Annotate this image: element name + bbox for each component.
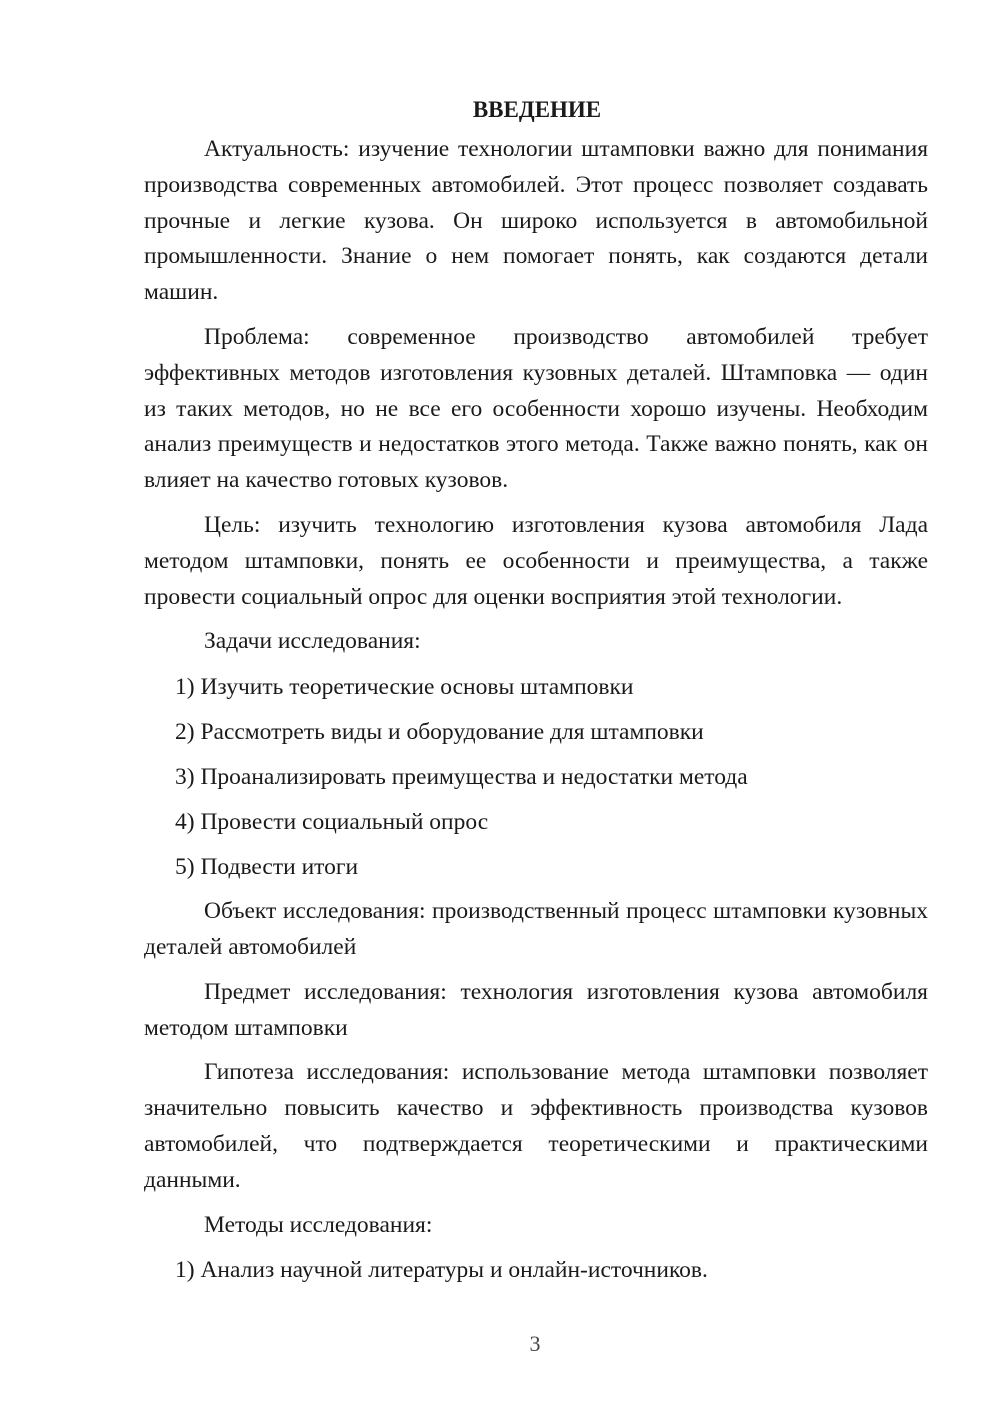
list-item-task-3: 3) Проанализировать преимущества и недостатки метода bbox=[175, 764, 748, 791]
section-heading: ВВЕДЕНИЕ bbox=[472, 97, 602, 122]
paragraph-problem: Проблема: современное производство автомобилей требует эффективных методов изготовления кузовных деталей. Штамповка — один из таких методов, но не все его особенности хорошо изучены. Необходим анализ преимуществ и недостатков этого метода. Также важно понять, как он влияет на качество готовых кузовов. bbox=[144, 323, 928, 494]
methods-heading: Методы исследования: bbox=[204, 1211, 433, 1238]
list-item-task-5: 5) Подвести итоги bbox=[175, 854, 359, 881]
list-item-task-2: 2) Рассмотреть виды и оборудование для штамповки bbox=[175, 719, 704, 746]
paragraph-hypothesis: Гипотеза исследования: использование метода штамповки позволяет значительно повысить качество и эффективность производства кузовов автомобилей, что подтверждается теоретическими и практическими данными. bbox=[144, 1059, 928, 1193]
paragraph-relevance: Актуальность: изучение технологии штамповки важно для понимания производства современных автомобилей. Этот процесс позволяет создавать прочные и легкие кузова. Он широко используется в автомобильной промышленности. Знание о нем помогает понять, как создаются детали машин. bbox=[144, 136, 928, 306]
list-item-task-4: 4) Провести социальный опрос bbox=[175, 809, 489, 836]
paragraph-subject: Предмет исследования: технология изготовления кузова автомобиля методом штамповки bbox=[144, 978, 928, 1041]
paragraph-goal: Цель: изучить технологию изготовления кузова автомобиля Лада методом штамповки, понять ее особенности и преимущества, а также провести социальный опрос для оценки восприятия этой технологии. bbox=[144, 511, 928, 610]
list-item-task-1: 1) Изучить теоретические основы штамповки bbox=[175, 674, 634, 701]
paragraph-object: Объект исследования: производственный процесс штамповки кузовных деталей автомобилей bbox=[144, 898, 928, 960]
list-item-method-1: 1) Анализ научной литературы и онлайн-источников. bbox=[175, 1257, 708, 1284]
page-number: 3 bbox=[529, 1331, 541, 1356]
tasks-heading: Задачи исследования: bbox=[204, 628, 421, 655]
document-page bbox=[144, 92, 928, 1288]
